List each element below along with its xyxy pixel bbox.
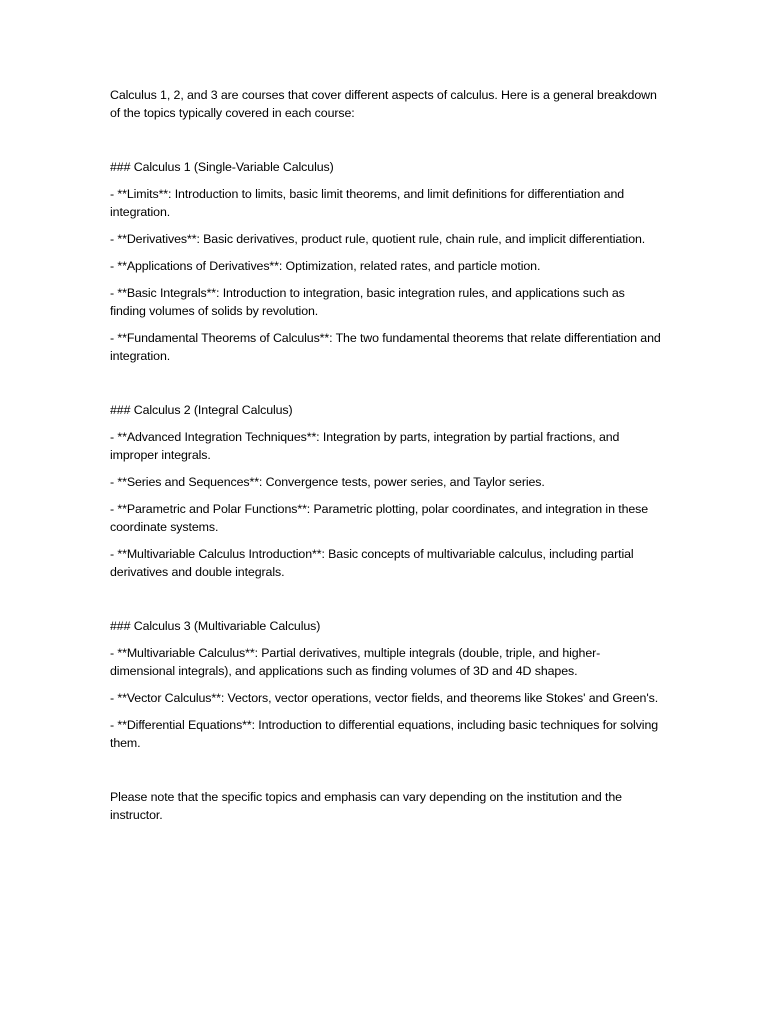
topic-item-multivariable-intro: - **Multivariable Calculus Introduction**: Basic concepts of multivariable calculus, including partial derivatives and double integrals. <box>110 547 634 579</box>
topic-item-series-and-sequences: - **Series and Sequences**: Convergence tests, power series, and Taylor series. <box>110 475 545 489</box>
topic-item-limits: - **Limits**: Introduction to limits, basic limit theorems, and limit definitions for differentiation and integration. <box>110 187 625 219</box>
section-heading-calculus-1: ### Calculus 1 (Single-Variable Calculus) <box>110 160 334 174</box>
document-page <box>110 86 662 824</box>
topic-item-basic-integrals: - **Basic Integrals**: Introduction to integration, basic integration rules, and applications such as finding volumes of solids by revolution. <box>110 286 625 318</box>
topic-item-derivatives: - **Derivatives**: Basic derivatives, product rule, quotient rule, chain rule, and implicit differentiation. <box>110 232 646 246</box>
topic-item-differential-equations: - **Differential Equations**: Introduction to differential equations, including basic techniques for solving them. <box>110 718 659 750</box>
topic-item-parametric-and-polar: - **Parametric and Polar Functions**: Parametric plotting, polar coordinates, and integration in these coordinate systems. <box>110 502 649 534</box>
intro-paragraph: Calculus 1, 2, and 3 are courses that cover different aspects of calculus. Here is a general breakdown of the topics typically covered in each course: <box>110 88 657 120</box>
closing-paragraph: Please note that the specific topics and emphasis can vary depending on the institution and the instructor. <box>110 790 622 822</box>
topic-item-vector-calculus: - **Vector Calculus**: Vectors, vector operations, vector fields, and theorems like Stokes' and Green's. <box>110 691 659 705</box>
topic-item-multivariable-calculus: - **Multivariable Calculus**: Partial derivatives, multiple integrals (double, triple, and higher-dimensional integrals), and applications such as finding volumes of 3D and 4D shapes. <box>110 646 601 678</box>
section-heading-calculus-3: ### Calculus 3 (Multivariable Calculus) <box>110 619 321 633</box>
topic-item-applications-of-derivatives: - **Applications of Derivatives**: Optimization, related rates, and particle motion. <box>110 259 541 273</box>
section-heading-calculus-2: ### Calculus 2 (Integral Calculus) <box>110 403 293 417</box>
topic-item-fundamental-theorems: - **Fundamental Theorems of Calculus**: The two fundamental theorems that relate differentiation and integration. <box>110 331 661 363</box>
topic-item-advanced-integration: - **Advanced Integration Techniques**: Integration by parts, integration by partial fractions, and improper integrals. <box>110 430 620 462</box>
